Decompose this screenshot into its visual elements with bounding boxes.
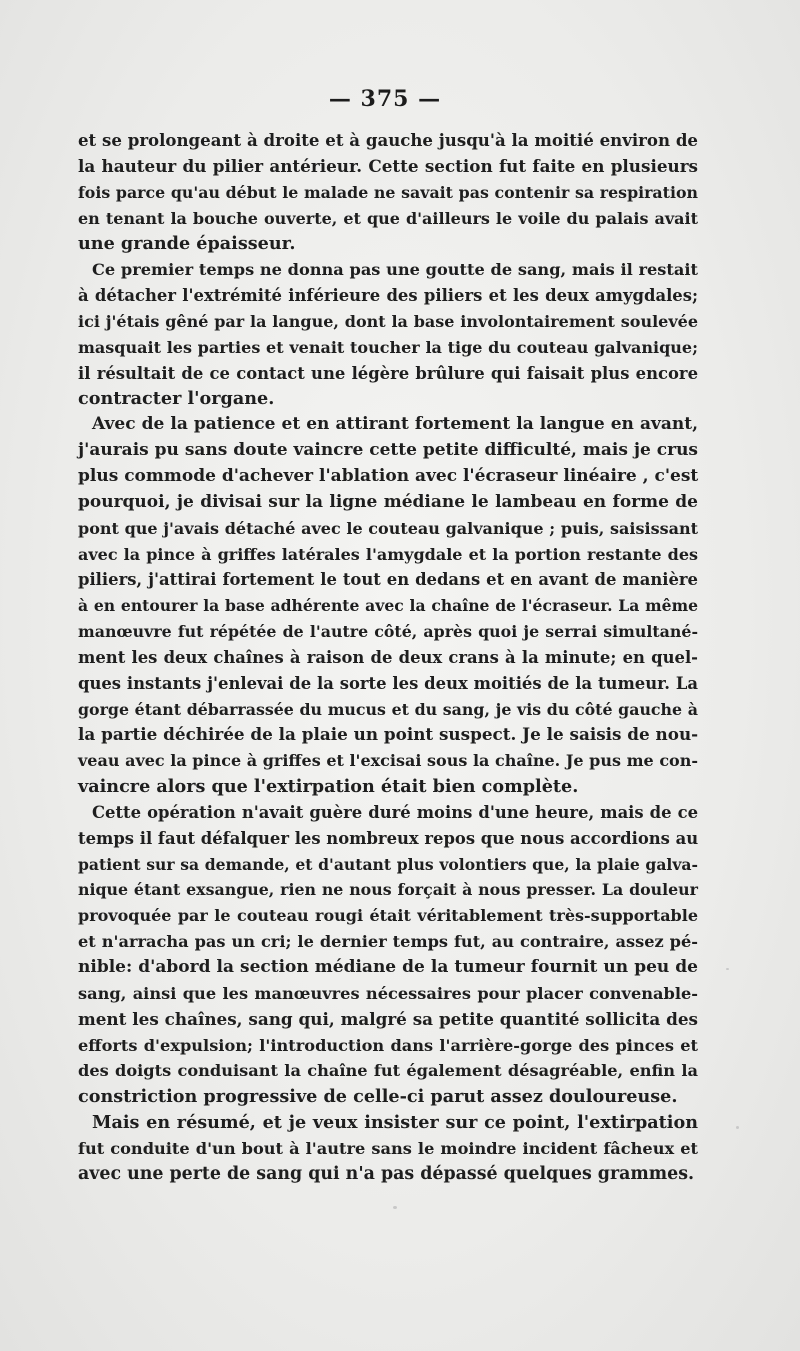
paragraph <box>78 128 698 257</box>
text-line: manœuvre fut répétée de l'autre côté, après quoi je serrai simultané- <box>78 622 698 642</box>
text-line: Ce premier temps ne donna pas une goutte de sang, mais il restait <box>92 260 698 280</box>
text-line: vaincre alors que l'extirpation était bien complète. <box>78 776 579 798</box>
text-line: gorge étant débarrassée du mucus et du sang, je vis du côté gauche à <box>78 699 698 719</box>
text-line: à détacher l'extrémité inférieure des piliers et les deux amygdales; <box>78 286 698 306</box>
text-line: sang, ainsi que les manœuvres nécessaires pour placer convenable- <box>78 983 698 1003</box>
text-line: avec une perte de sang qui n'a pas dépassé quelques grammes. <box>78 1163 695 1184</box>
text-line: fois parce qu'au début le malade ne savait pas contenir sa respiration <box>78 182 698 202</box>
text-line: ques instants j'enlevai de la sorte les deux moitiés de la tumeur. La <box>78 673 698 693</box>
text-line: Cette opération n'avait guère duré moins d'une heure, mais de ce <box>92 802 698 822</box>
text-line: une grande épaisseur. <box>78 233 296 255</box>
paper-speck <box>736 1126 739 1129</box>
text-line: provoquée par le couteau rougi était véritablement très-supportable <box>78 906 698 926</box>
text-line: temps il faut défalquer les nombreux repos que nous accordions au <box>78 828 699 848</box>
text-line: il résultait de ce contact une légère brûlure qui faisait plus encore <box>78 363 698 383</box>
paragraph <box>78 257 698 412</box>
text-line: masquait les parties et venait toucher la tige du couteau galvanique; <box>78 337 698 357</box>
paragraph <box>78 412 698 800</box>
text-line: efforts d'expulsion; l'introduction dans l'arrière-gorge des pinces et <box>78 1035 698 1055</box>
paper-speck <box>726 968 729 970</box>
text-line: j'aurais pu sans doute vaincre cette petite difficulté, mais je crus <box>78 440 698 461</box>
text-line: ment les chaînes, sang qui, malgré sa petite quantité sollicita des <box>78 1008 698 1029</box>
body-text <box>78 128 698 1188</box>
text-line: contracter l'organe. <box>78 388 275 410</box>
text-line: des doigts conduisant la chaîne fut également désagréable, enfin la <box>78 1061 698 1081</box>
text-line: plus commode d'achever l'ablation avec l'écraseur linéaire , c'est <box>78 465 699 486</box>
text-line: fut conduite d'un bout à l'autre sans le moindre incident fâcheux et <box>78 1138 698 1158</box>
text-line: ici j'étais gêné par la langue, dont la base involontairement soulevée <box>78 311 698 331</box>
text-line: à en entourer la base adhérente avec la chaîne de l'écraseur. La même <box>78 596 698 616</box>
text-line: pont que j'avais détaché avec le couteau galvanique ; puis, saisissant <box>78 518 698 538</box>
text-line: Avec de la patience et en attirant fortement la langue en avant, <box>92 414 698 435</box>
text-line: la hauteur du pilier antérieur. Cette section fut faite en plusieurs <box>78 155 698 176</box>
text-line: veau avec la pince à griffes et l'excisai sous la chaîne. Je pus me con- <box>78 751 698 771</box>
text-line: la partie déchirée de la plaie un point suspect. Je le saisis de nou- <box>78 724 699 745</box>
page-number: — 375 — <box>328 86 442 112</box>
text-line: et n'arracha pas un cri; le dernier temps fut, au contraire, assez pé- <box>78 932 698 952</box>
text-line: patient sur sa demande, et d'autant plus volontiers que, la plaie galva- <box>78 854 698 874</box>
text-line: piliers, j'attirai fortement le tout en dedans et en avant de manière <box>78 570 698 590</box>
paper-speck <box>393 1206 397 1209</box>
text-line: Mais en résumé, et je veux insister sur ce point, l'extirpation <box>92 1112 698 1134</box>
text-line: nible: d'abord la section médiane de la tumeur fournit un peu de <box>78 957 698 977</box>
text-line: et se prolongeant à droite et à gauche jusqu'à la moitié environ de <box>78 130 698 150</box>
text-line: avec la pince à griffes latérales l'amygdale et la portion restante des <box>78 544 698 564</box>
text-line: en tenant la bouche ouverte, et que d'ailleurs le voile du palais avait <box>78 208 698 228</box>
text-line: ment les deux chaînes à raison de deux crans à la minute; en quel- <box>78 647 698 667</box>
text-line: constriction progressive de celle-ci parut assez douloureuse. <box>78 1086 678 1108</box>
text-line: nique étant exsangue, rien ne nous forçait à nous presser. La douleur <box>78 880 698 900</box>
text-line: pourquoi, je divisai sur la ligne médiane le lambeau en forme de <box>78 491 698 512</box>
paragraph <box>78 1110 698 1188</box>
paragraph <box>78 800 698 1110</box>
